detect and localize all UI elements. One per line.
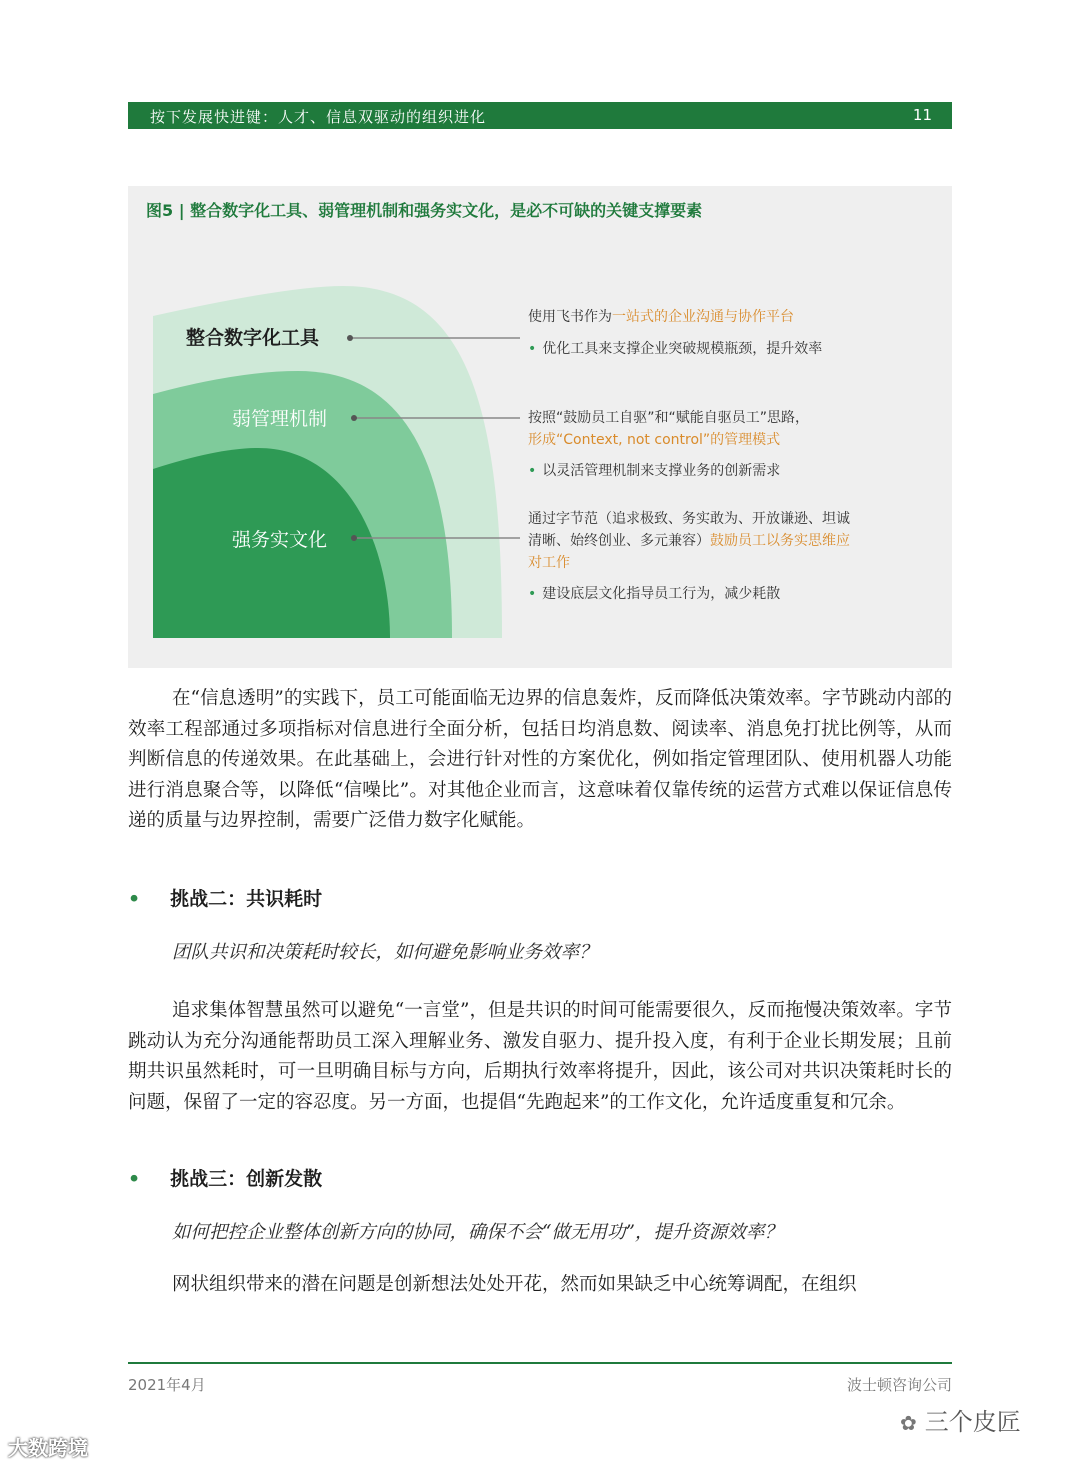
page-header-bar <box>128 102 952 129</box>
connector-inner-dot <box>351 535 357 541</box>
bullet-dot-icon: • <box>528 463 537 479</box>
connector-middle-dot <box>351 415 357 421</box>
footer-date: 2021年4月 <box>128 1376 206 1394</box>
challenge-three-heading: • 挑战三：创新发散 <box>128 1168 323 1190</box>
ring-label-pragmatic-culture: 强务实文化 <box>232 529 328 551</box>
watermark-right: ✿ 三个皮匠 <box>900 1408 1021 1436</box>
watermark-left: 大数跨境 <box>8 1436 88 1460</box>
paragraph-info-transparency: 在“信息透明”的实践下，员工可能面临无边界的信息轰炸，反而降低决策效率。字节跳动内部的效率工程部通过多项指标对信息进行全面分析，包括日均消息数、阅读率、消息免打扰比例等，从而判断信息的传递效果。在此基础上，会进行针对性的方案优化，例如指定管理团队、使用机器人功能进行消息聚合等，以降低“信噪比”。对其他企业而言，这意味着仅靠传统的运营方式难以保证信息传递的质量与边界控制，需要广泛借力数字化赋能。 <box>128 688 952 831</box>
challenge-three-question: 如何把控企业整体创新方向的协同，确保不会“做无用功”，提升资源效率？ <box>172 1222 783 1243</box>
culture-description-line1: 通过字节范（追求极致、务实敢为、开放谦逊、坦诚 <box>528 511 850 527</box>
culture-bullet: • 建设底层文化指导员工行为，减少耗散 <box>528 586 781 602</box>
tool-bullet: • 优化工具来支撑企业突破规模瓶颈，提升效率 <box>528 341 823 357</box>
challenge-two-heading: • 挑战二：共识耗时 <box>128 888 323 910</box>
figure-panel <box>128 186 952 668</box>
footer-company: 波士顿咨询公司 <box>846 1376 952 1394</box>
bullet-dot-icon: • <box>528 586 537 602</box>
bullet-dot-icon: • <box>528 341 537 357</box>
mgmt-description-line1: 按照“鼓励员工自驱”和“赋能自驱员工”思路， <box>528 410 810 426</box>
paragraph-network-org: 网状组织带来的潜在问题是创新想法处处开花，然而如果缺乏中心统筹调配，在组织 <box>172 1274 857 1295</box>
tool-description: 使用飞书作为一站式的企业沟通与协作平台 <box>528 309 794 325</box>
connector-outer-dot <box>347 335 353 341</box>
paragraph-consensus: 追求集体智慧虽然可以避免“一言堂”，但是共识的时间可能需要很久，反而拖慢决策效率。字节跳动认为充分沟通能帮助员工深入理解业务、激发自驱力、提升投入度，有利于企业长期发展；且前期共识虽然耗时，可一旦明确目标与方向，后期执行效率将提升，因此，该公司对共识决策耗时长的问题，保留了一定的容忍度。另一方面，也提倡“先跑起来”的工作文化，允许适度重复和冗余。 <box>128 1000 952 1113</box>
footer-divider <box>128 1362 952 1364</box>
mgmt-description-line2: 形成“Context, not control”的管理模式 <box>528 432 781 448</box>
culture-description-line3: 对工作 <box>528 555 570 571</box>
ring-label-digital-tools: 整合数字化工具 <box>186 327 320 349</box>
wechat-icon: ✿ <box>900 1411 917 1435</box>
ring-label-weak-management: 弱管理机制 <box>232 408 328 430</box>
mgmt-bullet: • 以灵活管理机制来支撑业务的创新需求 <box>528 463 781 479</box>
bullet-dot-icon: • <box>128 1168 141 1190</box>
challenge-two-question: 团队共识和决策耗时较长，如何避免影响业务效率？ <box>172 942 598 963</box>
bullet-dot-icon: • <box>128 888 141 910</box>
culture-description-line2: 清晰、始终创业、多元兼容）鼓励员工以务实思维应 <box>528 533 850 549</box>
header-title: 按下发展快进键：人才、信息双驱动的组织进化 <box>150 108 487 126</box>
page-number: 11 <box>912 106 932 124</box>
tool-highlight: 一站式的企业沟通与协作平台 <box>612 309 794 325</box>
figure-title: 图5 | 整合数字化工具、弱管理机制和强务实文化，是必不可缺的关键支撑要素 <box>146 201 703 220</box>
